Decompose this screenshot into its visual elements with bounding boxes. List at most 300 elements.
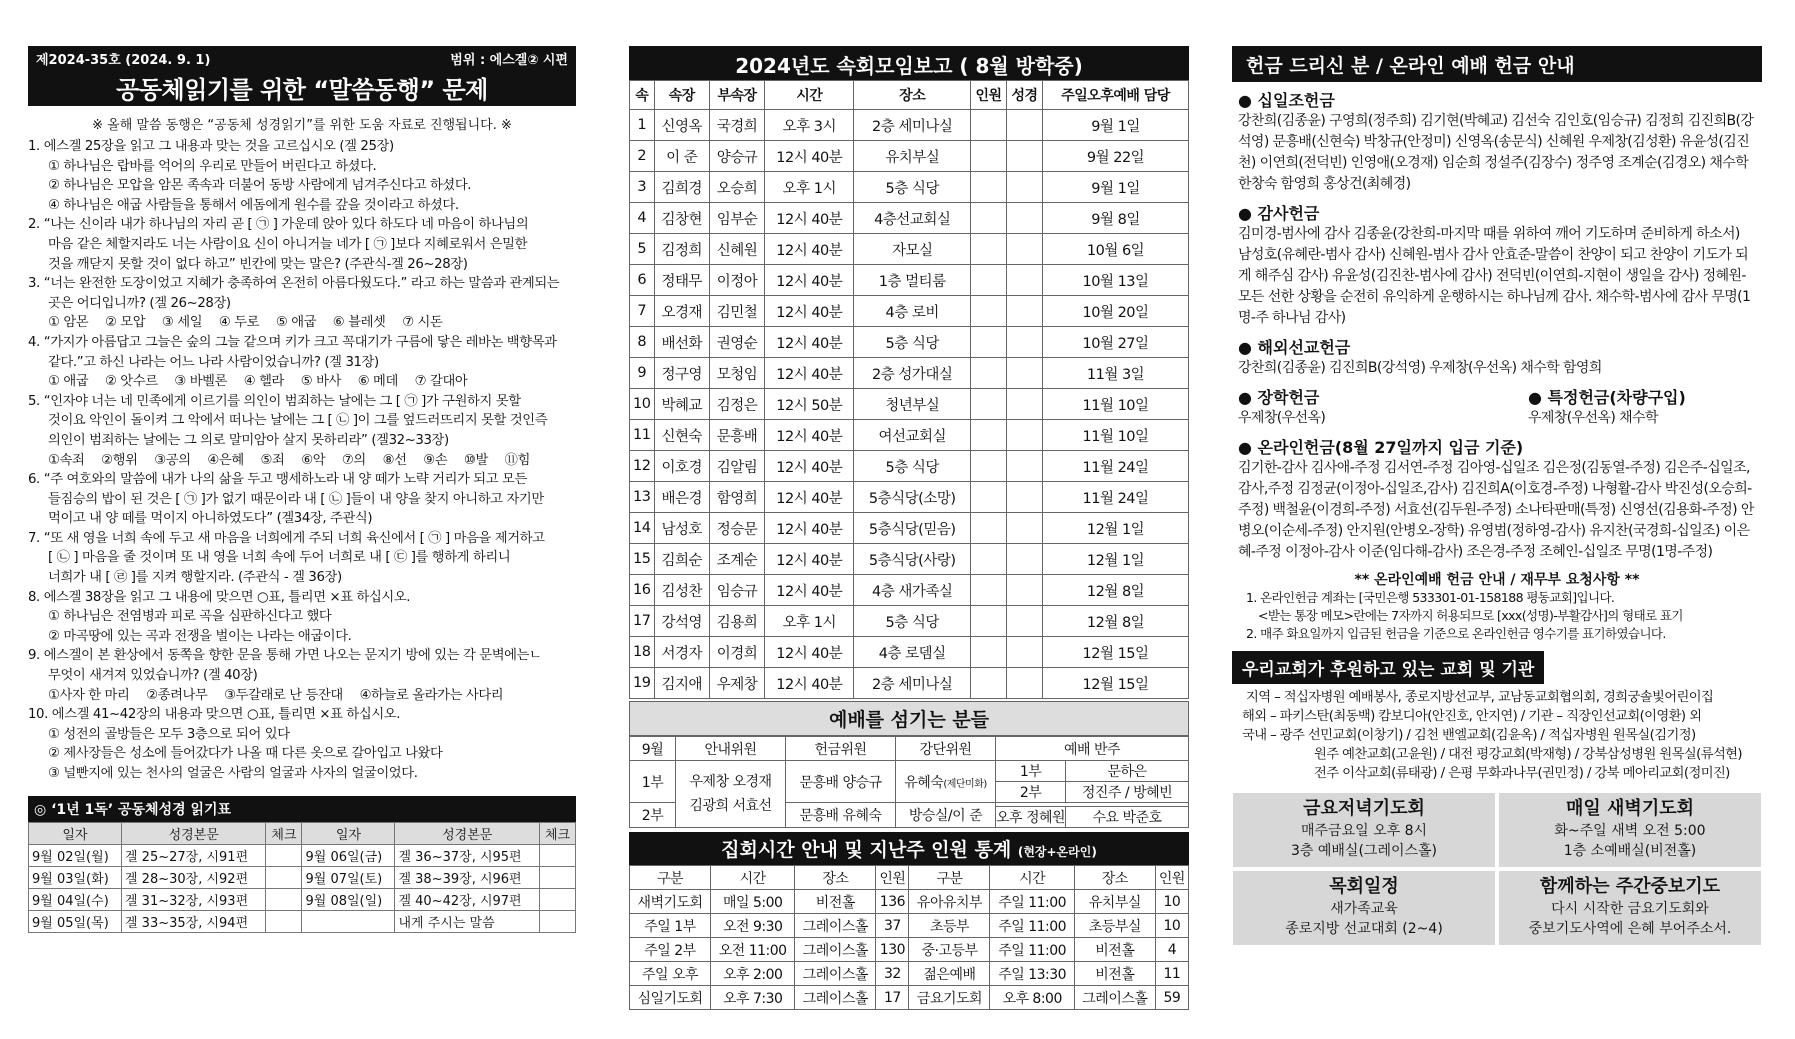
stats-cell: 17 bbox=[876, 986, 909, 1010]
stats-header: 인원 bbox=[1155, 866, 1188, 890]
info-box-line: 1층 소예배실(비전홀) bbox=[1563, 843, 1697, 859]
meetings-cell: 정구영 bbox=[654, 358, 709, 389]
info-box bbox=[1499, 871, 1761, 945]
schedule-cell[interactable] bbox=[540, 888, 576, 910]
stats-cell: 10 bbox=[1155, 914, 1188, 938]
schedule-header: 성경본문 bbox=[121, 822, 266, 844]
meetings-row bbox=[630, 234, 1189, 265]
meetings-cell: 9월 8일 bbox=[1043, 203, 1189, 234]
meetings-cell: 12시 40분 bbox=[765, 234, 854, 265]
schedule-cell bbox=[302, 910, 395, 932]
meetings-cell: 오승희 bbox=[709, 172, 764, 203]
meetings-header: 시간 bbox=[765, 81, 854, 110]
serve-altar-1: 유혜숙 bbox=[904, 774, 944, 791]
question-text: 1. 에스겔 25장을 읽고 그 내용과 맞는 것을 고르십시오 (겔 25장) bbox=[28, 139, 394, 154]
stats-cell: 10 bbox=[1155, 890, 1188, 914]
meetings-cell: 임부순 bbox=[709, 203, 764, 234]
online-heading: ● 온라인헌금(8월 27일까지 입금 기준) bbox=[1238, 435, 1756, 458]
stats-row bbox=[630, 986, 1189, 1010]
question-item bbox=[28, 392, 576, 470]
meetings-cell: 국경희 bbox=[709, 110, 764, 141]
meetings-header: 성경 bbox=[1007, 81, 1043, 110]
meetings-cell: 12시 40분 bbox=[765, 544, 854, 575]
stats-cell: 그레이스홀 bbox=[795, 938, 876, 962]
issue-number: 제2024-35호 (2024. 9. 1) bbox=[36, 53, 211, 68]
stats-cell: 심일기도회 bbox=[630, 986, 711, 1010]
meetings-cell: 5층식당(사랑) bbox=[854, 544, 971, 575]
question-list bbox=[28, 137, 576, 784]
meetings-cell: 14 bbox=[630, 513, 655, 544]
meetings-cell: 12시 40분 bbox=[765, 203, 854, 234]
question-text: 3. “너는 완전한 도장이었고 지혜가 충족하여 온전히 아름다웠도다.” 라고 하는 말씀과 관계되는 bbox=[28, 276, 560, 292]
meetings-cell bbox=[1007, 203, 1043, 234]
schedule-cell: 9월 06일(금) bbox=[302, 844, 395, 866]
stats-row bbox=[630, 914, 1189, 938]
serve-title: 예배를 섬기는 분들 bbox=[629, 701, 1189, 736]
meeting-column bbox=[629, 46, 1189, 1010]
meetings-header: 인원 bbox=[971, 81, 1007, 110]
meetings-cell: 김희순 bbox=[654, 544, 709, 575]
meetings-cell: 12시 40분 bbox=[765, 482, 854, 513]
stats-header: 장소 bbox=[1074, 866, 1155, 890]
meetings-row bbox=[630, 327, 1189, 358]
meetings-cell: 박혜교 bbox=[654, 389, 709, 420]
meetings-cell: 김창현 bbox=[654, 203, 709, 234]
meetings-cell bbox=[971, 265, 1007, 296]
thanks-list: 김미경-범사에 감사 김종윤(강찬희-마지막 때를 위하여 깨어 기도하며 준비하게 하소서) 남성호(유혜란-범사 감사) 신혜원-범사 감사 안효준-말씀이 찬양이 되고 찬양이 기도가 되게 해주심 감사) 유윤성(김진찬-범사에 감사) 전덕빈(이연희-지현이 생일을 감사) 정혜원-모든 선한 상황을 순전히 유익하게 운행하시는 하나님께 감사. 채수학-범사에 감사 무명(1명-주 하나님 감사) bbox=[1238, 226, 1751, 326]
meetings-cell: 강석영 bbox=[654, 606, 709, 637]
schedule-cell: 겔 31~32장, 시93편 bbox=[121, 888, 266, 910]
meetings-cell bbox=[1007, 544, 1043, 575]
meetings-cell: 5층 식당 bbox=[854, 606, 971, 637]
meetings-cell: 6 bbox=[630, 265, 655, 296]
stats-cell: 유아유치부 bbox=[909, 890, 990, 914]
meetings-cell: 김희경 bbox=[654, 172, 709, 203]
meetings-cell bbox=[971, 606, 1007, 637]
meetings-header: 주일오후예배 담당 bbox=[1043, 81, 1189, 110]
page-title: 공동체읽기를 위한 “말씀동행” 문제 bbox=[116, 76, 488, 104]
question-option: ①사자 한 마리 ②종려나무 ③두갈래로 난 등잔대 ④하늘로 올라가는 사다리 bbox=[48, 687, 504, 703]
info-box-title: 매일 새벽기도회 bbox=[1566, 798, 1694, 819]
meetings-cell: 12시 40분 bbox=[765, 513, 854, 544]
stats-cell: 비전홀 bbox=[1074, 938, 1155, 962]
meetings-cell: 12월 15일 bbox=[1043, 668, 1189, 699]
stats-cell: 매일 5:00 bbox=[711, 890, 795, 914]
meetings-cell: 5층 식당 bbox=[854, 451, 971, 482]
meetings-cell: 청년부실 bbox=[854, 389, 971, 420]
meetings-cell bbox=[971, 420, 1007, 451]
question-text: 마음 같은 체할지라도 너는 사람이요 신이 아니거늘 네가 [ ㉠ ]보다 지혜로워서 은밀한 bbox=[48, 236, 528, 252]
schedule-cell: 9월 02일(월) bbox=[29, 844, 122, 866]
serve-part1: 1부 bbox=[630, 761, 676, 803]
stats-cell: 주일 11:00 bbox=[990, 914, 1074, 938]
meetings-row bbox=[630, 389, 1189, 420]
question-text: 곳은 어디입니까? (겔 26~28장) bbox=[48, 295, 231, 311]
meetings-cell: 남성호 bbox=[654, 513, 709, 544]
notice-line-2: 2. 매주 화요일까지 입금된 헌금을 기준으로 온라인헌금 영수기를 표기하였습니다. bbox=[1246, 626, 1666, 641]
stats-header: 인원 bbox=[876, 866, 909, 890]
meetings-cell: 12 bbox=[630, 451, 655, 482]
question-item bbox=[28, 529, 576, 588]
meetings-cell: 오후 1시 bbox=[765, 172, 854, 203]
meetings-cell: 임승규 bbox=[709, 575, 764, 606]
schedule-cell: 겔 25~27장, 시91편 bbox=[121, 844, 266, 866]
meetings-cell: 김용희 bbox=[709, 606, 764, 637]
stats-cell: 비전홀 bbox=[1074, 962, 1155, 986]
meetings-cell: 조계순 bbox=[709, 544, 764, 575]
meetings-cell bbox=[1007, 451, 1043, 482]
question-item bbox=[28, 588, 576, 647]
stats-cell: 주일 2부 bbox=[630, 938, 711, 962]
offering-title: 헌금 드리신 분 / 온라인 예배 헌금 안내 bbox=[1232, 46, 1762, 82]
meetings-cell bbox=[1007, 296, 1043, 327]
stats-header: 시간 bbox=[990, 866, 1074, 890]
stats-cell: 비전홀 bbox=[795, 890, 876, 914]
info-box bbox=[1499, 793, 1761, 867]
meetings-cell: 4층 로비 bbox=[854, 296, 971, 327]
meetings-row bbox=[630, 575, 1189, 606]
meetings-cell: 10월 20일 bbox=[1043, 296, 1189, 327]
meetings-cell: 정태무 bbox=[654, 265, 709, 296]
meetings-cell bbox=[971, 575, 1007, 606]
meetings-cell: 8 bbox=[630, 327, 655, 358]
stats-header bbox=[629, 832, 1189, 865]
meetings-cell: 모청임 bbox=[709, 358, 764, 389]
schedule-header: 일자 bbox=[302, 822, 395, 844]
tithe-list: 강찬희(김종윤) 구영희(정주희) 김기현(박혜교) 김선숙 김인호(임승규) 김정희 김진희B(강석영) 문흥배(신현숙) 박창규(안정미) 신영옥(송문식) 신혜원 우제창(김성환) 유윤성(김진천) 이연희(전덕빈) 인영애(오경재) 임순희 정설주(김장수) 정주영 조계순(김경오) 채수학 한창숙 함영희 홍상건(최혜경) bbox=[1238, 113, 1754, 192]
meetings-cell: 김성찬 bbox=[654, 575, 709, 606]
schedule-row bbox=[29, 844, 576, 866]
question-item bbox=[28, 333, 576, 392]
stats-cell: 11 bbox=[1155, 962, 1188, 986]
meetings-row bbox=[630, 451, 1189, 482]
question-option: ① 하나님은 랍바를 억어의 우리로 만들어 버린다고 하셨다. bbox=[48, 158, 377, 174]
notice-body bbox=[1238, 589, 1756, 643]
question-text: 너희가 내 [ ㉣ ]를 지켜 행할지라. (주관식 - 겔 36장) bbox=[48, 570, 342, 586]
meetings-cell: 2 bbox=[630, 141, 655, 172]
meetings-cell: 5층식당(믿음) bbox=[854, 513, 971, 544]
meetings-table bbox=[629, 80, 1189, 699]
question-item bbox=[28, 705, 576, 783]
meetings-cell bbox=[971, 234, 1007, 265]
stats-cell: 주일 11:00 bbox=[990, 938, 1074, 962]
meetings-cell: 정승문 bbox=[709, 513, 764, 544]
stats-row bbox=[630, 962, 1189, 986]
question-text: 4. “가지가 아름답고 그늘은 숲의 그늘 같으며 키가 크고 꼭대기가 구름에 닿은 레바논 백향목과 bbox=[28, 334, 557, 350]
meetings-cell: 12시 50분 bbox=[765, 389, 854, 420]
stats-cell: 그레이스홀 bbox=[1074, 986, 1155, 1010]
meetings-cell: 배선화 bbox=[654, 327, 709, 358]
meetings-cell: 10월 13일 bbox=[1043, 265, 1189, 296]
meetings-cell bbox=[971, 296, 1007, 327]
meetings-cell bbox=[971, 513, 1007, 544]
quiz-column bbox=[28, 46, 576, 933]
offering-column bbox=[1232, 46, 1762, 945]
thanks-heading: ● 감사헌금 bbox=[1238, 201, 1756, 224]
meetings-cell: 10 bbox=[630, 389, 655, 420]
stats-cell: 주일 오후 bbox=[630, 962, 711, 986]
schedule-cell: 9월 07일(토) bbox=[302, 866, 395, 888]
question-option: ② 제사장들은 성소에 들어갔다가 나올 때 다른 옷으로 갈아입고 나왔다 bbox=[48, 746, 443, 762]
stats-cell: 37 bbox=[876, 914, 909, 938]
schedule-cell[interactable] bbox=[266, 888, 302, 910]
serve-table bbox=[629, 736, 1189, 828]
stats-cell: 새벽기도회 bbox=[630, 890, 711, 914]
stats-header: 장소 bbox=[795, 866, 876, 890]
serve-acc1-label: 1부 bbox=[996, 761, 1066, 782]
support-list bbox=[1232, 684, 1762, 787]
stats-row bbox=[630, 890, 1189, 914]
meetings-cell: 12시 40분 bbox=[765, 420, 854, 451]
meetings-cell: 11월 10일 bbox=[1043, 420, 1189, 451]
meetings-cell: 2층 성가대실 bbox=[854, 358, 971, 389]
meetings-cell: 김정은 bbox=[709, 389, 764, 420]
meetings-cell: 16 bbox=[630, 575, 655, 606]
meetings-cell: 12시 40분 bbox=[765, 141, 854, 172]
meetings-cell: 이호경 bbox=[654, 451, 709, 482]
schedule-header: 체크 bbox=[266, 822, 302, 844]
stats-cell: 주일 13:30 bbox=[990, 962, 1074, 986]
meetings-cell bbox=[1007, 141, 1043, 172]
support-line: 국내 – 광주 선민교회(이창기) / 김천 밴엘교회(김윤옥) / 적십자병원 원목실(김기정) bbox=[1242, 728, 1696, 743]
serve-acc3-label: 오후 정혜원 bbox=[996, 807, 1066, 828]
schedule-header: 성경본문 bbox=[395, 822, 540, 844]
meetings-cell: 함영희 bbox=[709, 482, 764, 513]
question-text: 7. “또 새 영을 너희 속에 두고 새 마음을 너희에게 주되 너희 육신에서 [ ㉠ ] 마음을 제거하고 bbox=[28, 530, 545, 546]
serve-part2: 2부 bbox=[630, 803, 676, 828]
meetings-row bbox=[630, 203, 1189, 234]
notice-line-1: 1. 온라인헌금 계좌는 [국민은행 533301-01-158188 평동교회]입니다. bbox=[1246, 590, 1615, 605]
meetings-cell: 13 bbox=[630, 482, 655, 513]
reading-schedule-table bbox=[28, 822, 576, 933]
scholar-list: 우제창(우선옥) bbox=[1238, 410, 1326, 426]
meetings-cell: 4층 로뎀실 bbox=[854, 637, 971, 668]
intro-note: ※ 올해 말씀 동행은 “공동체 성경읽기”를 위한 도움 자료로 진행됩니다. ※ bbox=[92, 118, 512, 133]
stats-cell: 32 bbox=[876, 962, 909, 986]
stats-header: 시간 bbox=[711, 866, 795, 890]
stats-title: 집회시간 안내 및 지난주 인원 통계 bbox=[721, 839, 1012, 861]
question-option: ①속죄 ②행위 ③공의 ④은혜 ⑤죄 ⑥악 ⑦의 ⑧선 ⑨손 ⑩발 ⑪힘 bbox=[48, 452, 531, 468]
meetings-cell bbox=[1007, 668, 1043, 699]
info-box-line: 화~주일 새벽 오전 5:00 bbox=[1554, 823, 1706, 839]
serve-accomp-header: 예배 반주 bbox=[996, 737, 1189, 761]
info-box-title: 함께하는 주간중보기도 bbox=[1539, 876, 1721, 897]
meetings-cell: 3 bbox=[630, 172, 655, 203]
stats-cell: 오후 2:00 bbox=[711, 962, 795, 986]
meetings-cell: 12시 40분 bbox=[765, 327, 854, 358]
meetings-header: 속 bbox=[630, 81, 655, 110]
schedule-cell[interactable] bbox=[540, 910, 576, 932]
mission-heading: ● 해외선교헌금 bbox=[1238, 335, 1756, 358]
meetings-cell: 11 bbox=[630, 420, 655, 451]
question-option: ④ 하나님은 애굽 사람들을 통해서 에돔에게 원수를 갚을 것이라고 하셨다. bbox=[48, 197, 459, 213]
schedule-cell: 겔 40~42장, 시97편 bbox=[395, 888, 540, 910]
serve-offering-1: 문흥배 양승규 bbox=[786, 761, 896, 803]
meetings-cell: 유치부실 bbox=[854, 141, 971, 172]
meetings-cell: 11월 24일 bbox=[1043, 482, 1189, 513]
meetings-cell: 김민철 bbox=[709, 296, 764, 327]
info-box bbox=[1233, 793, 1495, 867]
stats-table bbox=[629, 865, 1189, 1010]
meetings-cell bbox=[971, 110, 1007, 141]
meetings-cell: 여선교회실 bbox=[854, 420, 971, 451]
question-option: ② 하나님은 모압을 암몬 족속과 더불어 동방 사람에게 넘겨주신다고 하셨다. bbox=[48, 178, 472, 194]
meetings-cell: 2층 세미나실 bbox=[854, 110, 971, 141]
serve-acc2-label: 2부 bbox=[996, 782, 1066, 803]
meetings-cell: 17 bbox=[630, 606, 655, 637]
meetings-cell: 12월 1일 bbox=[1043, 513, 1189, 544]
meetings-cell bbox=[1007, 110, 1043, 141]
info-box-line: 새가족교육 bbox=[1330, 901, 1398, 917]
bulletin-header bbox=[28, 46, 576, 106]
schedule-cell: 9월 03일(화) bbox=[29, 866, 122, 888]
meetings-cell: 김지애 bbox=[654, 668, 709, 699]
meetings-cell: 오후 3시 bbox=[765, 110, 854, 141]
tithe-heading: ● 십일조헌금 bbox=[1238, 88, 1756, 111]
meetings-row bbox=[630, 606, 1189, 637]
info-box bbox=[1233, 871, 1495, 945]
meetings-cell: 5층식당(소망) bbox=[854, 482, 971, 513]
meetings-cell: 4 bbox=[630, 203, 655, 234]
schedule-cell: 9월 05일(목) bbox=[29, 910, 122, 932]
serve-acc2: 정진주 / 방혜빈 bbox=[1066, 782, 1189, 803]
meetings-cell bbox=[1007, 606, 1043, 637]
meetings-cell bbox=[1007, 172, 1043, 203]
meetings-cell bbox=[1007, 637, 1043, 668]
meetings-cell: 9월 1일 bbox=[1043, 110, 1189, 141]
meetings-row bbox=[630, 544, 1189, 575]
meetings-cell: 이경희 bbox=[709, 637, 764, 668]
stats-cell: 오전 9:30 bbox=[711, 914, 795, 938]
meetings-row bbox=[630, 141, 1189, 172]
stats-cell: 중·고등부 bbox=[909, 938, 990, 962]
meetings-header: 장소 bbox=[854, 81, 971, 110]
schedule-cell: 겔 36~37장, 시95편 bbox=[395, 844, 540, 866]
stats-cell: 그레이스홀 bbox=[795, 962, 876, 986]
meetings-cell: 양승규 bbox=[709, 141, 764, 172]
meetings-cell: 18 bbox=[630, 637, 655, 668]
schedule-cell[interactable] bbox=[540, 866, 576, 888]
meetings-cell: 5 bbox=[630, 234, 655, 265]
info-box-line: 매주금요일 오후 8시 bbox=[1301, 823, 1427, 839]
meetings-row bbox=[630, 172, 1189, 203]
serve-acc3: 수요 박준호 bbox=[1066, 807, 1189, 828]
stats-header: 구분 bbox=[909, 866, 990, 890]
meetings-row bbox=[630, 513, 1189, 544]
question-item bbox=[28, 470, 576, 529]
question-text: 10. 에스겔 41~42장의 내용과 맞으면 ○표, 틀리면 ×표 하십시오. bbox=[28, 707, 401, 723]
special-heading: ● 특정헌금(차량구입) bbox=[1528, 385, 1686, 408]
stats-row bbox=[630, 938, 1189, 962]
meetings-cell bbox=[1007, 513, 1043, 544]
meetings-row bbox=[630, 482, 1189, 513]
meetings-cell: 12시 40분 bbox=[765, 296, 854, 327]
meetings-cell: 신현숙 bbox=[654, 420, 709, 451]
schedule-cell: 겔 28~30장, 시92편 bbox=[121, 866, 266, 888]
schedule-cell[interactable] bbox=[266, 866, 302, 888]
meetings-cell: 12시 40분 bbox=[765, 265, 854, 296]
serve-month: 9월 bbox=[630, 737, 676, 761]
meetings-cell: 5층 식당 bbox=[854, 172, 971, 203]
stats-cell: 오전 11:00 bbox=[711, 938, 795, 962]
meetings-cell bbox=[971, 141, 1007, 172]
serve-altar-2: 방승실/이 준 bbox=[896, 803, 996, 828]
info-box-line: 3층 예배실(그레이스홀) bbox=[1291, 843, 1437, 859]
meetings-cell: 19 bbox=[630, 668, 655, 699]
meetings-cell: 이 준 bbox=[654, 141, 709, 172]
stats-cell: 오후 7:30 bbox=[711, 986, 795, 1010]
meetings-cell bbox=[1007, 358, 1043, 389]
question-item bbox=[28, 137, 576, 215]
meetings-cell bbox=[1007, 575, 1043, 606]
meetings-cell: 12시 40분 bbox=[765, 668, 854, 699]
question-text: 것이요 악인이 돌이켜 그 악에서 떠나는 날에는 그 [ ㉡ ]이 그를 엎드러뜨리지 못할 것인즉 bbox=[48, 413, 548, 429]
question-option: ③ 널빤지에 있는 천사의 얼굴은 사람의 얼굴과 사자의 얼굴이었다. bbox=[48, 766, 418, 781]
meetings-cell: 12시 40분 bbox=[765, 451, 854, 482]
question-text: 5. “인자야 너는 네 민족에게 이르기를 의인이 범죄하는 날에는 그 [ ㉠ ]가 구원하지 못할 bbox=[28, 393, 521, 409]
meetings-cell bbox=[971, 389, 1007, 420]
stats-cell: 그레이스홀 bbox=[795, 986, 876, 1010]
scholar-special-row bbox=[1238, 379, 1756, 429]
question-text: 들짐승의 밥이 된 것은 [ ㉠ ]가 없기 때문이라 내 [ ㉡ ]들이 내 양을 찾지 아니하고 자기만 bbox=[48, 491, 544, 507]
meetings-cell: 2층 세미나실 bbox=[854, 668, 971, 699]
schedule-title: ◎ ‘1년 1독’ 공동체성경 읽기표 bbox=[28, 796, 576, 822]
stats-cell: 59 bbox=[1155, 986, 1188, 1010]
schedule-cell[interactable] bbox=[266, 910, 302, 932]
stats-title-note: (현장+온라인) bbox=[1017, 845, 1097, 859]
stats-cell: 136 bbox=[876, 890, 909, 914]
schedule-cell[interactable] bbox=[266, 844, 302, 866]
question-text: 8. 에스겔 38장을 읽고 그 내용에 맞으면 ○표, 틀리면 ×표 하십시오. bbox=[28, 589, 411, 605]
stats-header: 구분 bbox=[630, 866, 711, 890]
meetings-cell bbox=[1007, 482, 1043, 513]
meetings-cell: 자모실 bbox=[854, 234, 971, 265]
meetings-cell: 10월 27일 bbox=[1043, 327, 1189, 358]
question-text: 6. “주 여호와의 말씀에 내가 나의 삶을 두고 맹세하노라 내 양 떼가 노략 거리가 되고 모든 bbox=[28, 472, 527, 488]
meetings-cell: 10월 6일 bbox=[1043, 234, 1189, 265]
support-line: 지역 – 적십자병원 예배봉사, 종로지방선교부, 교남동교회협의회, 경희궁솔빛어린이집 bbox=[1246, 690, 1714, 705]
question-option: ① 암몬 ② 모압 ③ 세일 ④ 두로 ⑤ 애굽 ⑥ 블레셋 ⑦ 시돈 bbox=[48, 315, 443, 331]
meetings-cell: 1 bbox=[630, 110, 655, 141]
serve-altar-1-note: (제단미화) bbox=[943, 778, 987, 790]
meetings-cell: 신영옥 bbox=[654, 110, 709, 141]
stats-cell: 그레이스홀 bbox=[795, 914, 876, 938]
info-box-title: 목회일정 bbox=[1329, 876, 1399, 897]
stats-cell: 주일 1부 bbox=[630, 914, 711, 938]
question-text: 무엇이 새겨져 있었습니까? (겔 40장) bbox=[48, 668, 258, 684]
meetings-header: 속장 bbox=[654, 81, 709, 110]
schedule-header: 체크 bbox=[540, 822, 576, 844]
meetings-cell: 김정희 bbox=[654, 234, 709, 265]
meetings-cell: 권영순 bbox=[709, 327, 764, 358]
meetings-cell bbox=[971, 172, 1007, 203]
stats-cell: 금요기도회 bbox=[909, 986, 990, 1010]
stats-cell: 유치부실 bbox=[1074, 890, 1155, 914]
schedule-cell: 겔 38~39장, 시96편 bbox=[395, 866, 540, 888]
schedule-cell[interactable] bbox=[540, 844, 576, 866]
meetings-cell bbox=[971, 358, 1007, 389]
schedule-row bbox=[29, 888, 576, 910]
stats-cell: 주일 11:00 bbox=[990, 890, 1074, 914]
serve-offering-header: 헌금위원 bbox=[786, 737, 896, 761]
question-text: 같다.”고 하신 나라는 어느 나라 사람이었습니까? (겔 31장) bbox=[48, 354, 379, 370]
meetings-cell: 11월 3일 bbox=[1043, 358, 1189, 389]
meetings-cell: 이정아 bbox=[709, 265, 764, 296]
question-text: 9. 에스겔이 본 환상에서 동쪽을 향한 문을 통해 가면 나오는 문지기 방에 있는 각 문벽에는ㄴ bbox=[28, 648, 542, 664]
meetings-cell: 배은경 bbox=[654, 482, 709, 513]
schedule-cell: 9월 08일(일) bbox=[302, 888, 395, 910]
schedule-cell: 겔 33~35장, 시94편 bbox=[121, 910, 266, 932]
